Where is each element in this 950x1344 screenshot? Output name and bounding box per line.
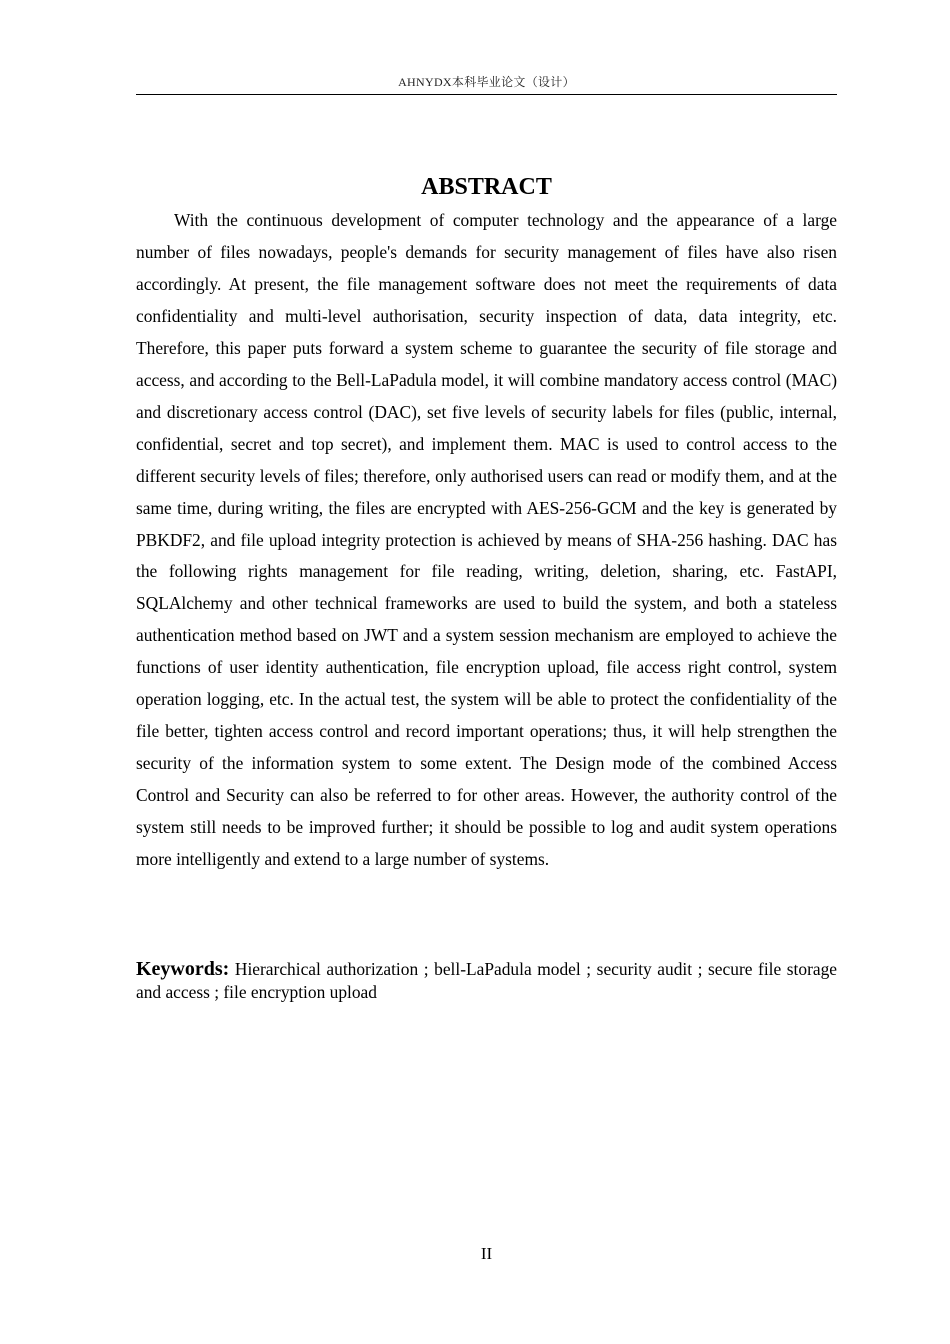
header-divider [136, 94, 837, 95]
keywords-paragraph [136, 958, 837, 1004]
keywords-text: Hierarchical authorization ; bell-LaPadula model ; security audit ; secure file storage and access ; file encryption upload [136, 959, 837, 1002]
running-header: AHNYDX本科毕业论文（设计） [398, 75, 575, 89]
keywords-label: Keywords: [136, 958, 230, 980]
abstract-title: ABSTRACT [421, 174, 552, 200]
page-number: II [480, 1244, 493, 1263]
abstract-body: With the continuous development of computer technology and the appearance of a large number of files nowadays, people's demands for security management of files have also risen accordingly. At present, the file management software does not meet the requirements of data confidentiality and multi-level authorisation, security inspection of data, data integrity, etc. Therefore, this paper puts forward a system scheme to guarantee the security of file storage and access, and according to the Bell-LaPadula model, it will combine mandatory access control (MAC) and discretionary access control (DAC), set five levels of security labels for files (public, internal, confidential, secret and top secret), and implement them. MAC is used to control access to the different security levels of files; therefore, only authorised users can read or modify them, and at the same time, during writing, the files are encrypted with AES-256-GCM and the key is generated by PBKDF2, and file upload integrity protection is achieved by means of SHA-256 hashing. DAC has the following rights management for file reading, writing, deletion, sharing, etc. FastAPI, SQLAlchemy and other technical frameworks are used to build the system, and both a stateless authentication method based on JWT and a system session mechanism are employed to achieve the functions of user identity authentication, file encryption upload, file access right control, system operation logging, etc. In the actual test, the system will be able to protect the confidentiality of the file better, tighten access control and record important operations; thus, it will help strengthen the security of the information system to some extent. The Design mode of the combined Access Control and Security can also be referred to for other areas. However, the authority control of the system still needs to be improved further; it should be possible to log and audit system operations more intelligently and extend to a large number of systems. [136, 210, 837, 870]
